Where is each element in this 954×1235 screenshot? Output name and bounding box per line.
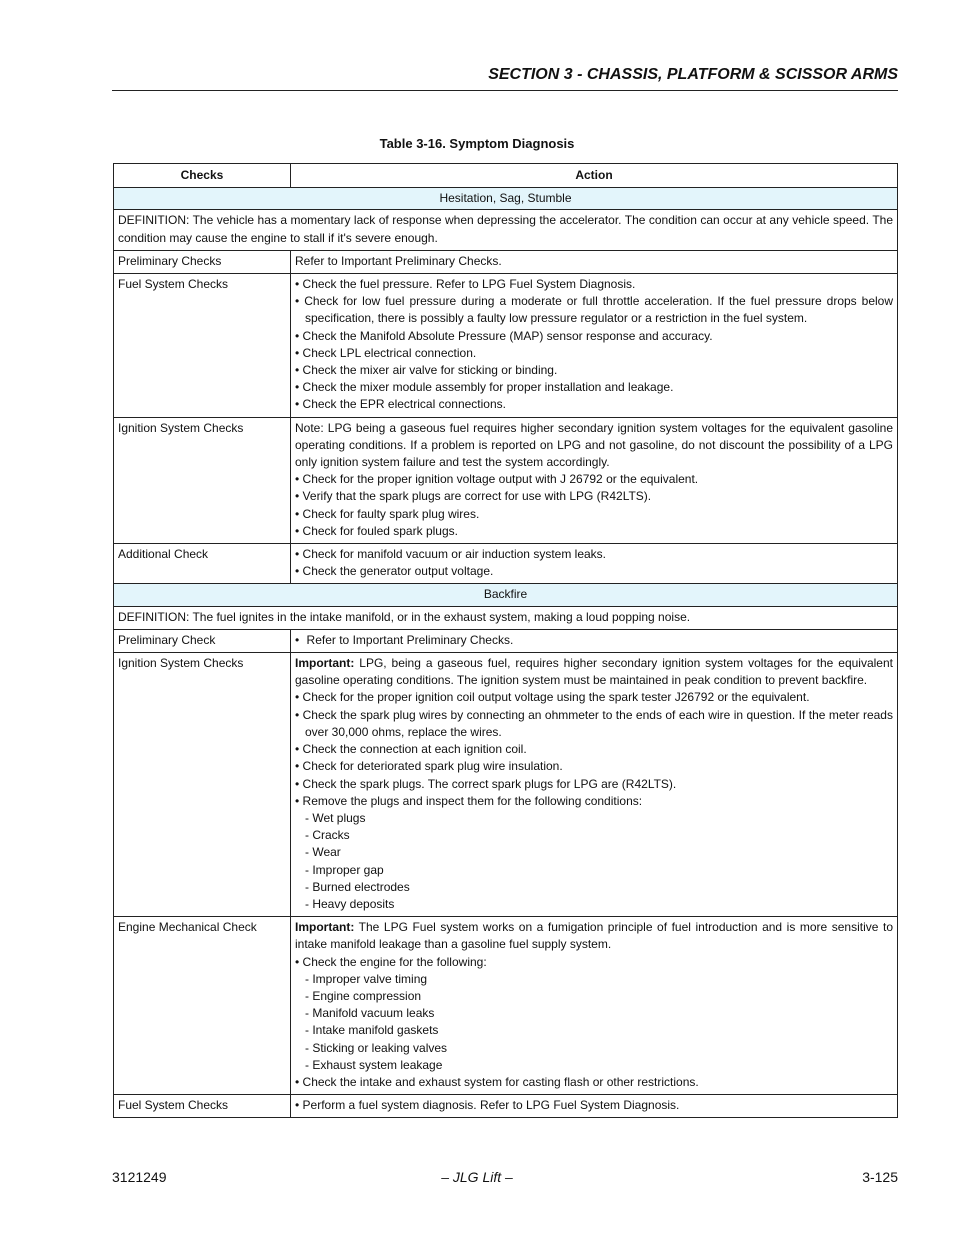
sub-item: - Cracks [305,828,350,843]
important-text: LPG, being a gaseous fuel, requires higher secondary ignition system voltages for the equivalent gasoline operating conditions. The ignition system must be maintained in peak condition to prevent backfire. [295,656,893,688]
table-row [114,917,898,1095]
section-title-hesitation: Hesitation, Sag, Stumble [114,188,898,210]
note-text: Note: LPG being a gaseous fuel requires higher secondary ignition system voltages for the equivalent gasoline operating conditions. If a problem is reported on LPG and not gasoline, do not discount the possibility of a LPG only ignition system failure and test the system accordingly. [295,420,893,470]
table-row [114,653,898,917]
definition-text: DEFINITION: The vehicle has a momentary lack of response when depressing the accelerator. The condition can occur at any vehicle speed. The condition may cause the engine to stall if it's severe enough. [114,210,898,250]
footer-brand: – JLG Lift – [441,1169,513,1185]
section-row-hesitation [114,188,898,210]
action-cell [291,544,898,584]
definition-text: DEFINITION: The fuel ignites in the intake manifold, or in the exhaust system, making a loud popping noise. [114,606,898,629]
sub-item: - Sticking or leaking valves [305,1040,448,1055]
check-cell: Ignition System Checks [114,417,291,543]
sub-item: - Exhaust system leakage [305,1057,443,1072]
important-note [295,655,893,689]
bullet-item: • Check for fouled spark plugs. [295,523,893,540]
check-cell: Fuel System Checks [114,1095,291,1118]
bullet-item: • Check the Manifold Absolute Pressure (MAP) sensor response and accuracy. [295,328,893,345]
important-label: Important: [295,920,355,935]
section-row-backfire [114,584,898,606]
definition-row [114,210,898,250]
bullet-item: • Check the generator output voltage. [295,563,893,580]
check-cell: Engine Mechanical Check [114,917,291,1095]
sub-item: - Burned electrodes [305,879,410,894]
table-title: Table 3-16. Symptom Diagnosis [379,136,575,151]
check-cell: Additional Check [114,544,291,584]
sub-item: - Wear [305,845,341,860]
bullet-item: • Check for deteriorated spark plug wire insulation. [295,758,893,775]
table-row [114,629,898,652]
sub-item: - Heavy deposits [305,896,395,911]
bullet-item: • Remove the plugs and inspect them for the following conditions: [295,793,893,810]
bullet-item: • Check the spark plugs. The correct spark plugs for LPG are (R42LTS). [295,776,893,793]
sub-item: - Engine compression [305,988,422,1003]
bullet-item: • Check for manifold vacuum or air induction system leaks. [295,546,893,563]
bullet-item: • Verify that the spark plugs are correct for use with LPG (R42LTS). [295,488,893,505]
check-cell: Fuel System Checks [114,274,291,418]
section-title-backfire: Backfire [114,584,898,606]
bullet-item: • Check the mixer air valve for sticking or binding. [295,362,893,379]
bullet-item: • Check for low fuel pressure during a moderate or full throttle acceleration. If the fuel pressure drops below specification, there is possibly a faulty low pressure regulator or a restriction in the fuel system. [295,293,893,327]
sub-item: - Improper gap [305,862,384,877]
bullet-item: • Check the mixer module assembly for proper installation and leakage. [295,379,893,396]
action-cell [291,653,898,917]
check-cell: Ignition System Checks [114,653,291,917]
bullet-item: • Check the fuel pressure. Refer to LPG Fuel System Diagnosis. [295,276,893,293]
bullet-item: • Check for the proper ignition coil output voltage using the spark tester J26792 or the equivalent. [295,689,893,706]
check-cell: Preliminary Check [114,629,291,652]
sub-item: - Improper valve timing [305,971,428,986]
sub-item: - Intake manifold gaskets [305,1023,439,1038]
action-cell [291,629,898,652]
action-cell [291,274,898,418]
doc-number: 3121249 [112,1169,167,1185]
important-text: The LPG Fuel system works on a fumigation principle of fuel introduction and is more sensitive to intake manifold leakage than a gasoline fuel supply system. [295,920,893,952]
important-label: Important: [295,656,355,671]
page-number: 3-125 [862,1169,898,1185]
bullet-item: • Check LPL electrical connection. [295,345,893,362]
bullet-item: • Check the connection at each ignition coil. [295,741,893,758]
page-header [112,64,898,91]
definition-row [114,606,898,629]
action-cell [291,1095,898,1118]
check-cell: Preliminary Checks [114,250,291,273]
bullet-item: • Check the engine for the following: [295,954,893,971]
action-cell [291,917,898,1095]
table-row [114,274,898,418]
action-cell: Refer to Important Preliminary Checks. [291,250,898,273]
action-cell [291,417,898,543]
sub-item: - Manifold vacuum leaks [305,1006,435,1021]
bullet-item: • Check the EPR electrical connections. [295,396,893,413]
bullet-item: • Check for faulty spark plug wires. [295,506,893,523]
bullet-item: • Check for the proper ignition voltage output with J 26792 or the equivalent. [295,471,893,488]
sub-item: - Wet plugs [305,810,366,825]
bullet-item: • Check the spark plug wires by connecting an ohmmeter to the ends of each wire in question. If the meter reads over 30,000 ohms, replace the wires. [295,707,893,741]
table-header-row [114,164,898,188]
table-row [114,250,898,273]
column-header-checks: Checks [114,164,291,188]
bullet-item: • Perform a fuel system diagnosis. Refer to LPG Fuel System Diagnosis. [295,1097,893,1114]
table-row [114,544,898,584]
table-row [114,1095,898,1118]
bullet-item: • Refer to Important Preliminary Checks. [295,632,893,649]
section-title: SECTION 3 - CHASSIS, PLATFORM & SCISSOR ARMS [488,66,898,83]
bullet-item: • Check the intake and exhaust system for casting flash or other restrictions. [295,1074,893,1091]
important-note [295,919,893,953]
column-header-action: Action [291,164,898,188]
symptom-diagnosis-table [113,163,898,1118]
table-row [114,417,898,543]
